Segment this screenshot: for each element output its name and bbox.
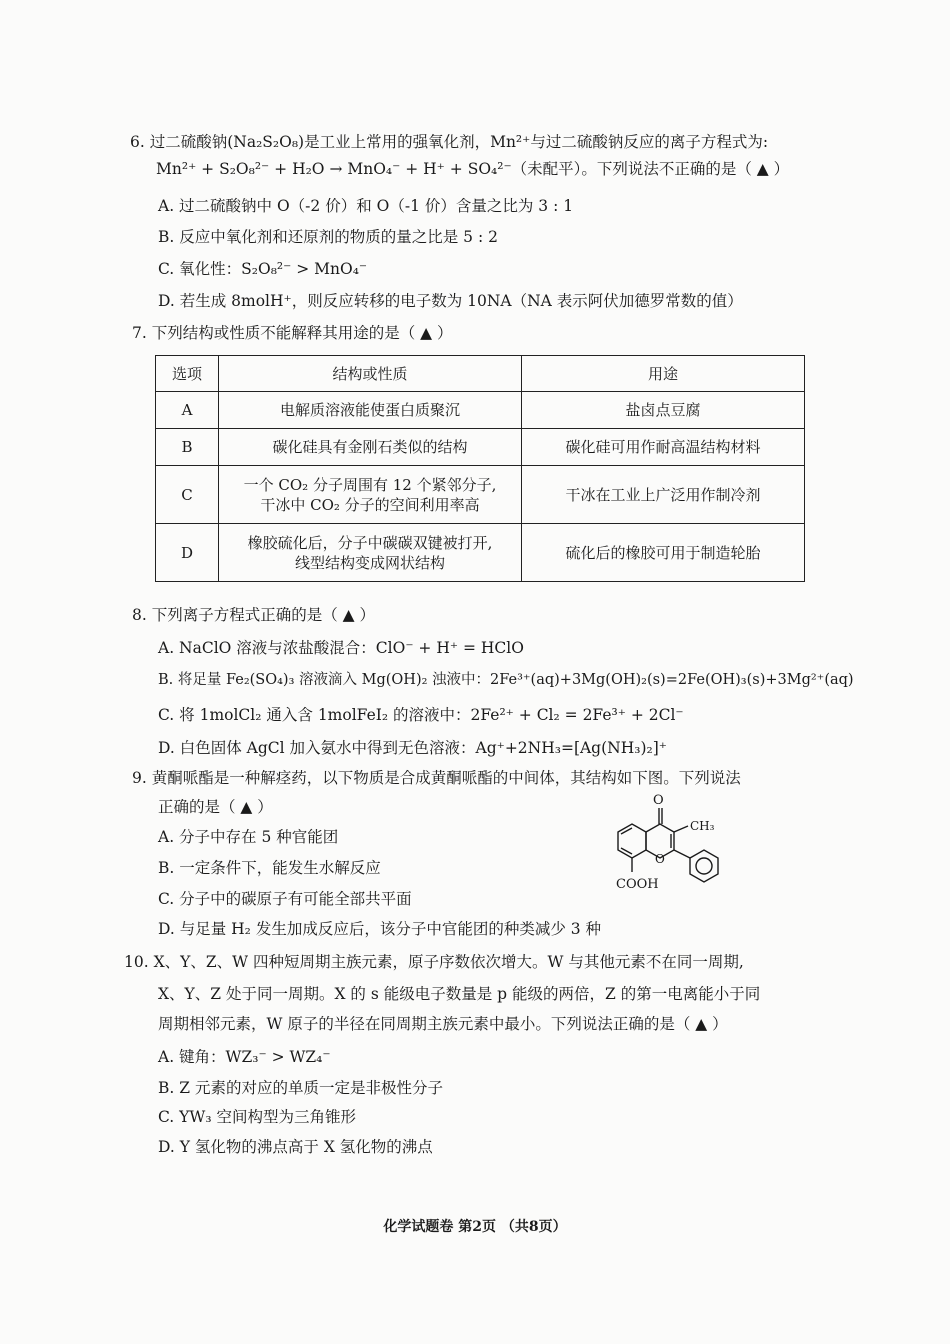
table-row (156, 466, 805, 524)
q6-option-b: B. 反应中氧化剂和还原剂的物质的量之比是 5 : 2 (158, 228, 498, 246)
row-property-line2: 干冰中 CO₂ 分子的空间利用率高 (260, 495, 480, 514)
q10-option-c: C. YW₃ 空间构型为三角锥形 (158, 1108, 356, 1126)
q10-stem-line3: 周期相邻元素，W 原子的半径在同周期主族元素中最小。下列说法正确的是（ ▲ ） (158, 1015, 728, 1033)
q9-option-c: C. 分子中的碳原子有可能全部共平面 (158, 890, 412, 908)
row-use: 干冰在工业上广泛用作制冷剂 (522, 466, 805, 524)
q8-option-a: A. NaClO 溶液与浓盐酸混合：ClO⁻ + H⁺ = HClO (158, 639, 524, 657)
struct-label-o-ring: O (655, 852, 665, 866)
q8-stem: 8. 下列离子方程式正确的是（ ▲ ） (132, 606, 375, 624)
q6-option-d: D. 若生成 8molH⁺，则反应转移的电子数为 10NA（NA 表示阿伏加德罗常数的值） (158, 292, 743, 310)
row-option: D (156, 524, 219, 582)
row-property-line2: 线型结构变成网状结构 (294, 553, 445, 572)
q10-option-d: D. Y 氢化物的沸点高于 X 氢化物的沸点 (158, 1138, 433, 1156)
q9-stem-line1: 9. 黄酮哌酯是一种解痉药，以下物质是合成黄酮哌酯的中间体，其结构如下图。下列说法 (132, 769, 741, 787)
row-property (219, 466, 522, 524)
table-row (156, 429, 805, 466)
q10-stem-line2: X、Y、Z 处于同一周期。X 的 s 能级电子数量是 p 能级的两倍，Z 的第一电离能小于同 (158, 985, 761, 1003)
q6-equation: Mn²⁺ + S₂O₈²⁻ + H₂O → MnO₄⁻ + H⁺ + SO₄²⁻（未配平）。下列说法不正确的是（ ▲ ） (156, 160, 790, 178)
header-use: 用途 (522, 356, 805, 392)
q10-option-b: B. Z 元素的对应的单质一定是非极性分子 (158, 1079, 443, 1097)
table-header-row (156, 356, 805, 392)
q8-option-c: C. 将 1molCl₂ 通入含 1molFeI₂ 的溶液中：2Fe²⁺ + Cl₂ = 2Fe³⁺ + 2Cl⁻ (158, 706, 684, 724)
q8-option-b: B. 将足量 Fe₂(SO₄)₃ 溶液滴入 Mg(OH)₂ 浊液中：2Fe³⁺(aq)+3Mg(OH)₂(s)=2Fe(OH)₃(s)+3Mg²⁺(aq) (158, 672, 854, 688)
row-option: B (156, 429, 219, 466)
row-property: 碳化硅具有金刚石类似的结构 (219, 429, 522, 466)
q6-stem: 6. 过二硫酸钠(Na₂S₂O₈)是工业上常用的强氧化剂，Mn²⁺与过二硫酸钠反应的离子方程式为: (130, 133, 769, 151)
row-use: 硫化后的橡胶可用于制造轮胎 (522, 524, 805, 582)
q6-option-c: C. 氧化性：S₂O₈²⁻ > MnO₄⁻ (158, 260, 368, 278)
q10-option-a: A. 键角：WZ₃⁻ > WZ₄⁻ (158, 1048, 331, 1066)
molecule-structure-icon (598, 790, 738, 902)
row-use: 盐卤点豆腐 (522, 392, 805, 429)
struct-label-o-top: O (653, 793, 664, 808)
header-property: 结构或性质 (219, 356, 522, 392)
q10-stem-line1: 10. X、Y、Z、W 四种短周期主族元素，原子序数依次增大。W 与其他元素不在同一周期, (124, 953, 744, 971)
q9-option-b: B. 一定条件下，能发生水解反应 (158, 859, 381, 877)
row-option: A (156, 392, 219, 429)
struct-label-cooh: COOH (616, 877, 659, 892)
q8-option-d: D. 白色固体 AgCl 加入氨水中得到无色溶液：Ag⁺+2NH₃=[Ag(NH₃)₂]⁺ (158, 739, 667, 757)
row-use: 碳化硅可用作耐高温结构材料 (522, 429, 805, 466)
table-row (156, 392, 805, 429)
q9-stem-line2: 正确的是（ ▲ ） (158, 798, 273, 816)
table-row (156, 524, 805, 582)
row-option: C (156, 466, 219, 524)
q6-option-a: A. 过二硫酸钠中 O（-2 价）和 O（-1 价）含量之比为 3 : 1 (158, 197, 574, 215)
row-property (219, 524, 522, 582)
q7-table (155, 355, 805, 582)
q9-option-d: D. 与足量 H₂ 发生加成反应后，该分子中官能团的种类减少 3 种 (158, 920, 602, 938)
q7-stem: 7. 下列结构或性质不能解释其用途的是（ ▲ ） (132, 324, 453, 342)
row-property-line1: 一个 CO₂ 分子周围有 12 个紧邻分子, (243, 475, 497, 494)
struct-label-ch3: CH₃ (690, 819, 715, 833)
page-footer: 化学试题卷 第2页 （共8页） (383, 1219, 567, 1235)
row-property-line1: 橡胶硫化后，分子中碳碳双键被打开, (247, 533, 493, 552)
row-property: 电解质溶液能使蛋白质聚沉 (219, 392, 522, 429)
header-option: 选项 (156, 356, 219, 392)
q9-option-a: A. 分子中存在 5 种官能团 (158, 828, 339, 846)
